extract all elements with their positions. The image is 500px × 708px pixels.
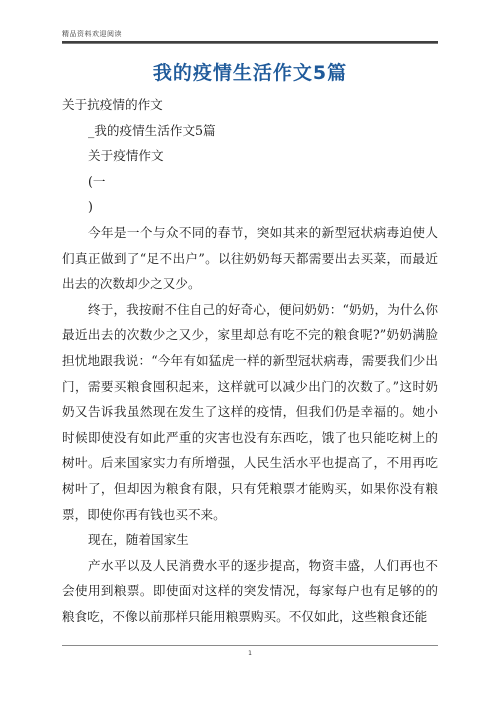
body-line-first-heading: 关于抗疫情的作文 [62, 97, 163, 112]
paragraph-1: 今年是一个与众不同的春节，突如其来的新型冠状病毒迫使人们真正做到了“足不出户”。以往奶奶每天都需要出去买菜，而最近出去的次数却少之又少。 [62, 224, 438, 292]
body-line-section-heading: 关于疫情作文 [88, 148, 164, 164]
header-site-text: 精品资料欢迎阅读 [62, 30, 122, 38]
page-number: 1 [248, 650, 252, 657]
body-line-section-number-open: (一 [88, 173, 106, 189]
paragraph-2: 终于，我按耐不住自己的好奇心，便问奶奶：“奶奶，为什么你最近出去的次数少之又少，家里却总有吃不完的粮食呢?”奶奶满脸担忧地跟我说：“今年有如猛虎一样的新型冠状病毒，需要我们少出门，需要买粮食囤积起来，这样就可以减少出门的次数了。”这时奶奶又告诉我虽然现在发生了这样的疫情，但我们仍是幸福的。她小时候即使没有如此严重的灾害也没有东西吃，饿了也只能吃树上的树叶。后来国家实力有所增强，人民生活水平也提高了，不用再吃树叶了，但却因为粮食有限，只有凭粮票才能购买，如果你没有粮票，即使你再有钱也买不来。 [62, 301, 438, 522]
paragraph-4: 产水平以及人民消费水平的逐步提高，物资丰盛，人们再也不会使用到粮票。即使面对这样的突发情况，每家每户也有足够的的粮食吃，不像以前那样只能用粮票购买。不仅如此，这些粮食还能 [62, 557, 438, 624]
page-header [62, 29, 438, 45]
body-line-subtitle: _我的疫情生活作文5篇 [88, 122, 216, 138]
header-divider [62, 41, 438, 44]
document-body [62, 92, 438, 629]
footer-divider [62, 645, 438, 646]
document-title: 我的疫情生活作文5篇 [152, 62, 348, 84]
paragraph-3: 现在，随着国家生 [88, 532, 189, 548]
body-line-section-number-close: ) [88, 199, 93, 215]
